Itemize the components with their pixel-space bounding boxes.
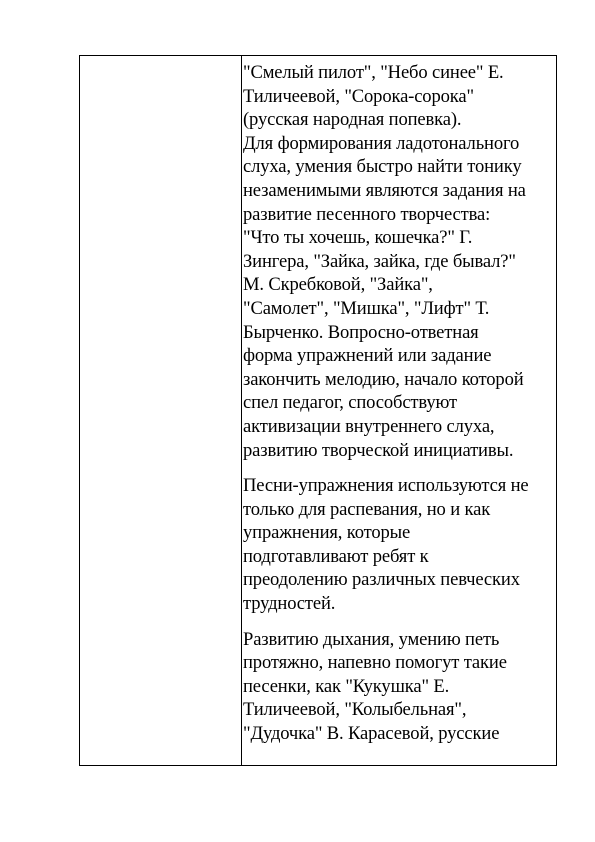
text-line: только для распевания, но и как <box>243 498 491 520</box>
paragraph-1 <box>243 61 555 462</box>
text-line: "Смелый пилот", "Небо синее" Е. <box>243 62 504 83</box>
text-line: спел педагог, способствуют <box>243 392 458 414</box>
text-line: форма упражнений или задание <box>243 345 492 367</box>
right-column-cell <box>243 61 555 746</box>
paragraph-3 <box>243 628 555 746</box>
text-line: преодолению различных певческих <box>243 569 520 591</box>
text-line: подготавливают ребят к <box>243 545 429 567</box>
text-line: Песни-упражнения используются не <box>243 475 529 497</box>
content-table <box>79 55 557 766</box>
text-line: "Дудочка" В. Карасевой, русские <box>243 723 500 745</box>
text-line: активизации внутреннего слуха, <box>243 415 495 437</box>
text-line: Для формирования ладотонального <box>243 132 520 154</box>
column-divider <box>241 56 242 765</box>
text-line: "Самолет", "Мишка", "Лифт" Т. <box>243 297 490 319</box>
left-column-cell <box>80 56 241 765</box>
text-line: незаменимыми являются задания на <box>243 179 526 201</box>
text-line: Развитию дыхания, умению петь <box>243 628 500 650</box>
text-line: развитие песенного творчества: <box>243 203 491 225</box>
text-line: закончить мелодию, начало которой <box>243 368 524 390</box>
text-line: песенки, как "Кукушка" Е. <box>243 675 450 697</box>
text-line: слуха, умения быстро найти тонику <box>243 156 522 178</box>
text-line: (русская народная попевка). <box>243 109 462 131</box>
text-line: Зингера, "Зайка, зайка, где бывал?" <box>243 250 516 272</box>
text-line: Тиличеевой, "Колыбельная", <box>243 699 467 721</box>
text-line: протяжно, напевно помогут такие <box>243 652 507 674</box>
text-line: упражнения, которые <box>243 522 411 544</box>
text-line: Бырченко. Вопросно-ответная <box>243 321 479 343</box>
text-line: "Что ты хочешь, кошечка?" Г. <box>243 227 473 249</box>
text-line: Тиличеевой, "Сорока-сорока" <box>243 85 474 107</box>
text-line: развитию творческой инициативы. <box>243 439 514 461</box>
text-line: М. Скребковой, "Зайка", <box>243 274 433 296</box>
paragraph-2 <box>243 474 555 616</box>
text-line: трудностей. <box>243 593 336 615</box>
